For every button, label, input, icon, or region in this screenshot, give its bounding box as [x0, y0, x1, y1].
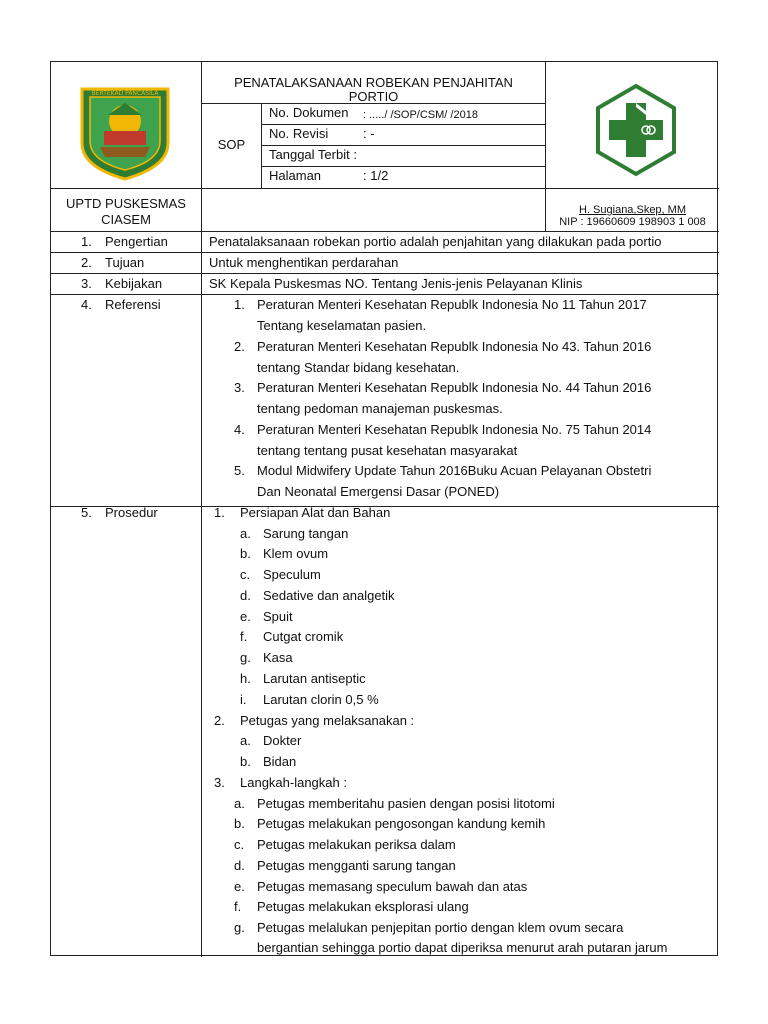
rule-meta1: [261, 124, 545, 125]
step-item: Petugas memasang speculum bawah dan atas: [257, 879, 528, 894]
ref-item-line2: Dan Neonatal Emergensi Dasar (PONED): [257, 484, 500, 499]
list-key: a.: [240, 526, 251, 541]
svg-text:BERTEKAD PANCASILA: BERTEKAD PANCASILA: [91, 90, 159, 97]
list-key: b.: [240, 546, 251, 561]
proc-label: Prosedur: [105, 505, 158, 520]
row1-num: 1.: [81, 234, 92, 249]
list-item: Sedative dan analgetik: [263, 588, 395, 603]
row3-num: 3.: [81, 276, 92, 291]
proc-s2-num: 2.: [214, 713, 225, 728]
ref-item-num: 5.: [234, 463, 245, 478]
sop-label: SOP: [217, 137, 246, 152]
ref-item-line2: tentang tentang pusat kesehatan masyarakat: [257, 443, 518, 458]
step-key: d.: [234, 858, 245, 873]
rule-row1: [201, 252, 719, 253]
ref-item-num: 2.: [234, 339, 245, 354]
org-line1: UPTD PUSKESMAS: [66, 196, 186, 211]
ref-item-num: 4.: [234, 422, 245, 437]
list-key: g.: [240, 650, 251, 665]
list-key: b.: [240, 754, 251, 769]
rule-meta3: [261, 166, 545, 167]
list-key: a.: [240, 733, 251, 748]
row3-label: Kebijakan: [105, 276, 163, 291]
puskesmas-cross-logo: [589, 83, 683, 177]
proc-s3-title: Langkah-langkah :: [240, 775, 347, 790]
meta-page-label: Halaman: [269, 168, 322, 183]
list-item: Sarung tangan: [263, 526, 349, 541]
signer-name: H. Sugiana,Skep, MM: [579, 204, 686, 216]
list-item: Klem ovum: [263, 546, 329, 561]
list-key: c.: [240, 567, 251, 582]
step-item: Petugas melakukan periksa dalam: [257, 837, 456, 852]
regency-crest-logo: [78, 85, 172, 181]
list-item: Dokter: [263, 733, 302, 748]
ref-item-line1: Peraturan Menteri Kesehatan Republk Indonesia No 43. Tahun 2016: [257, 339, 652, 354]
list-item: Speculum: [263, 567, 321, 582]
rule-row1-left: [51, 252, 201, 253]
list-item: Bidan: [263, 754, 297, 769]
rule-row2: [51, 273, 719, 274]
step-item: Petugas melalukan penjepitan portio dengan klem ovum secara: [257, 920, 624, 935]
meta-date-label: Tanggal Terbit :: [269, 147, 357, 162]
list-key: i.: [240, 692, 247, 707]
rule-meta2: [261, 145, 545, 146]
rule-col-left: [201, 62, 202, 957]
list-key: h.: [240, 671, 251, 686]
proc-s1-title: Persiapan Alat dan Bahan: [240, 505, 391, 520]
row2-label: Tujuan: [105, 255, 145, 270]
ref-item-num: 1.: [234, 297, 245, 312]
ref-label: Referensi: [105, 297, 161, 312]
row1-label: Pengertian: [105, 234, 168, 249]
ref-item-line1: Peraturan Menteri Kesehatan Republk Indonesia No. 44 Tahun 2016: [257, 380, 652, 395]
ref-item-line1: Peraturan Menteri Kesehatan Republk Indonesia No 11 Tahun 2017: [257, 297, 647, 312]
proc-s3-num: 3.: [214, 775, 225, 790]
ref-item-line2: tentang Standar bidang kesehatan.: [257, 360, 460, 375]
step-key: g.: [234, 920, 245, 935]
list-item: Kasa: [263, 650, 293, 665]
meta-rev-value: : -: [363, 126, 375, 141]
step-item: Petugas melakukan pengosongan kandung kemih: [257, 816, 546, 831]
row2-text: Untuk menghentikan perdarahan: [209, 255, 399, 270]
step-key: c.: [234, 837, 245, 852]
ref-num: 4.: [81, 297, 92, 312]
proc-s1-num: 1.: [214, 505, 225, 520]
step-key: b.: [234, 816, 245, 831]
step-item: Petugas melakukan eksplorasi ulang: [257, 899, 469, 914]
row1-text: Penatalaksanaan robekan portio adalah penjahitan yang dilakukan pada portio: [209, 234, 662, 249]
ref-item-line2: tentang pedoman manajeman puskesmas.: [257, 401, 503, 416]
rule-header-bottom: [51, 188, 719, 189]
meta-doc-value: : ...../ /SOP/CSM/ /2018: [363, 109, 478, 121]
step-key: e.: [234, 879, 245, 894]
row3-text: SK Kepala Puskesmas NO. Tentang Jenis-jenis Pelayanan Klinis: [209, 276, 583, 291]
list-key: d.: [240, 588, 251, 603]
ref-item-line1: Modul Midwifery Update Tahun 2016Buku Acuan Pelayanan Obstetri: [257, 463, 652, 478]
sop-document: [50, 61, 718, 956]
meta-rev-label: No. Revisi: [269, 126, 329, 141]
title-line2: PORTIO: [348, 89, 399, 104]
meta-page-value: : 1/2: [363, 168, 389, 183]
list-key: f.: [240, 629, 248, 644]
step-item: Petugas memberitahu pasien dengan posisi litotomi: [257, 796, 555, 811]
ref-item-num: 3.: [234, 380, 245, 395]
step-key: a.: [234, 796, 245, 811]
proc-s2-title: Petugas yang melaksanakan :: [240, 713, 415, 728]
list-item: Spuit: [263, 609, 293, 624]
ref-item-line2: Tentang keselamatan pasien.: [257, 318, 427, 333]
org-line2: CIASEM: [101, 212, 151, 227]
list-item: Cutgat cromik: [263, 629, 344, 644]
signer-nip: NIP : 19660609 198903 1 008: [559, 216, 706, 228]
list-item: Larutan clorin 0,5 %: [263, 692, 379, 707]
step-item: Petugas mengganti sarung tangan: [257, 858, 456, 873]
rule-org-bottom: [51, 231, 719, 232]
row2-num: 2.: [81, 255, 92, 270]
step-item-continuation: bergantian sehingga portio dapat diperiksa menurut arah putaran jarum: [257, 940, 668, 955]
list-item: Larutan antiseptic: [263, 671, 366, 686]
step-key: f.: [234, 899, 242, 914]
title-line1: PENATALAKSANAAN ROBEKAN PENJAHITAN: [234, 75, 513, 90]
proc-num: 5.: [81, 505, 92, 520]
ref-item-line1: Peraturan Menteri Kesehatan Republk Indonesia No. 75 Tahun 2014: [257, 422, 652, 437]
meta-doc-label: No. Dokumen: [269, 105, 349, 120]
list-key: e.: [240, 609, 251, 624]
rule-row3: [51, 294, 719, 295]
